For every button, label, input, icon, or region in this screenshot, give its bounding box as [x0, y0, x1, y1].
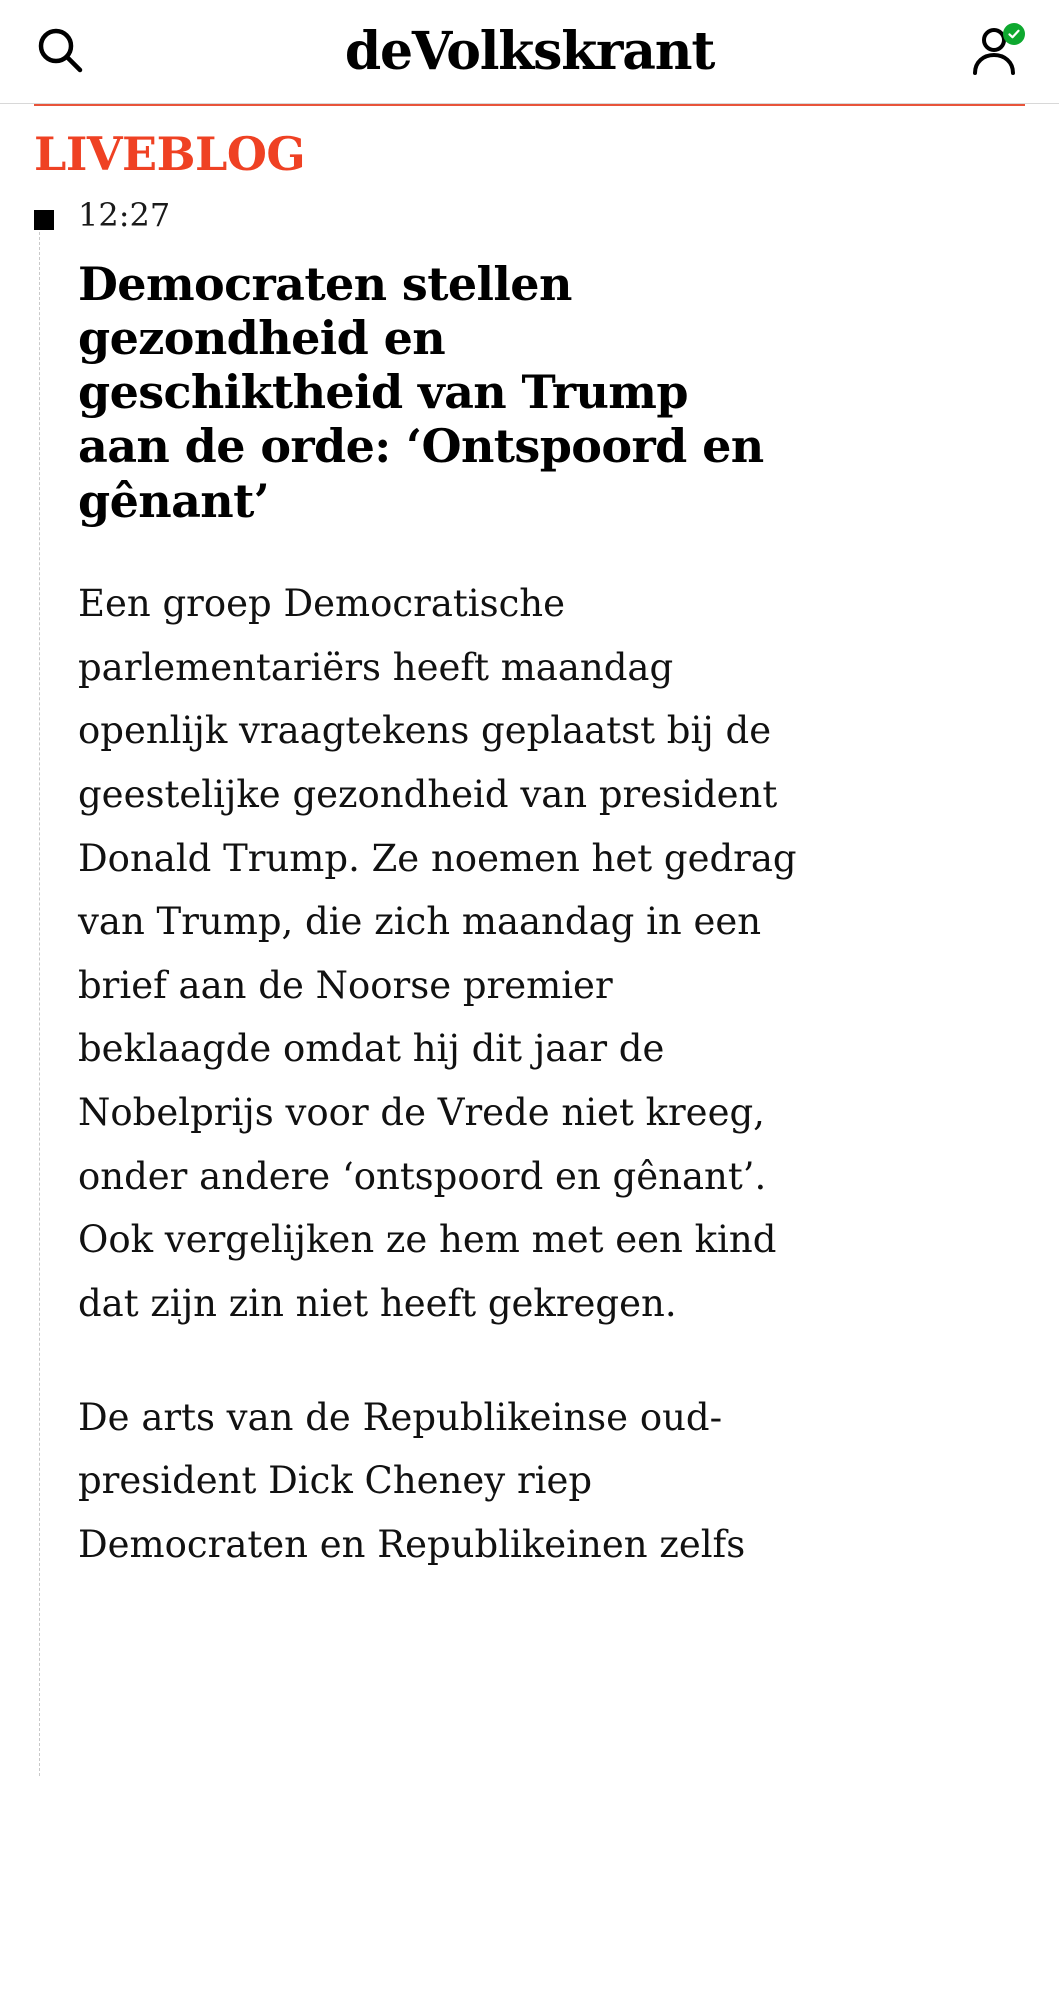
entry-timestamp: 12:27 — [78, 196, 171, 235]
site-logo[interactable]: deVolkskrant — [344, 21, 715, 82]
liveblog-entry — [76, 257, 1025, 1577]
liveblog-label: LIVEBLOG — [34, 127, 306, 181]
timeline-marker-icon — [34, 210, 54, 230]
account-button[interactable] — [963, 21, 1025, 83]
site-header — [0, 0, 1059, 104]
check-badge-icon — [1003, 23, 1025, 45]
search-icon — [34, 24, 86, 79]
liveblog-section-header — [34, 104, 1025, 181]
search-button[interactable] — [34, 22, 94, 82]
entry-paragraph: De arts van de Republikeinse oud-president Dick Cheney riep Democraten en Republikeinen zelfs — [78, 1395, 746, 1566]
entry-headline[interactable]: Democraten stellen gezondheid en geschiktheid van Trump aan de orde: ‘Ontspoord en gênant’ — [78, 256, 764, 528]
entry-paragraph: Een groep Democratische parlementariërs heeft maandag openlijk vraagtekens geplaatst bij de geestelijke gezondheid van president Donald Trump. Ze noemen het gedrag van Trump, die zich maandag in een brief aan de Noorse premier beklaagde omdat hij dit jaar de Nobelprijs voor de Vrede niet kreeg, onder andere ‘ontspoord en gênant’. Ook vergelijken ze hem met een kind dat zijn zin niet heeft gekregen. — [78, 582, 797, 1325]
liveblog-timeline — [34, 196, 1025, 1576]
